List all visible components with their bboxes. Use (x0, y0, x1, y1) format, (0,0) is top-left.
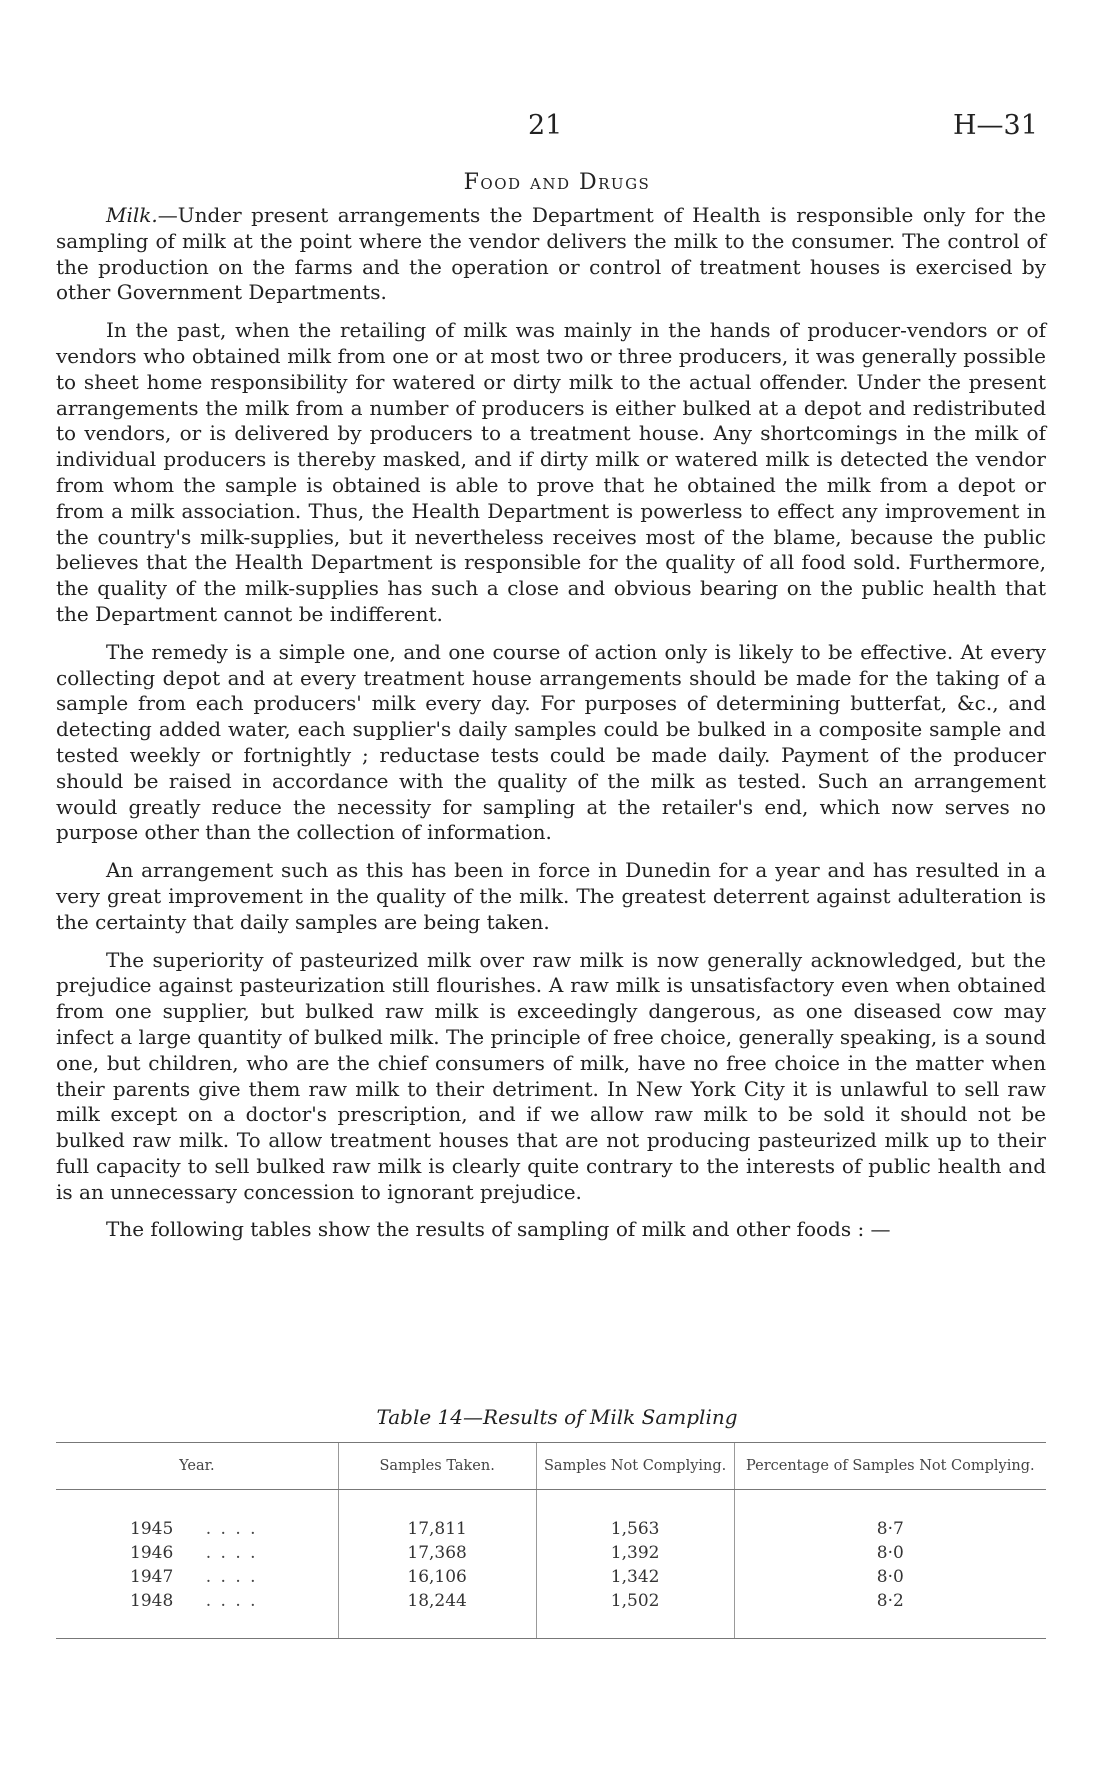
samples-taken-cell: 17,368 (338, 1541, 536, 1565)
samples-taken-cell: 16,106 (338, 1565, 536, 1589)
data-table (56, 1442, 1046, 1639)
paragraph-text: —Under present arrangements the Department of Health is responsible only for the sampling of milk at the point where the vendor delivers the milk to the consumer. The control of the production on the farms and the operation or control of treatment houses is exercised by other Government Departments. (56, 203, 1046, 305)
paragraph: The remedy is a simple one, and one course of action only is likely to be effective. At every collecting depot and at every treatment house arrangements should be made for the taking of a sample from each producers' milk every day. For purposes of determining butterfat, &c., and detecting added water, each supplier's daily samples could be bulked in a composite sample and tested weekly or fortnightly ; reductase tests could be made daily. Payment of the producer should be raised in accordance with the quality of the milk as tested. Such an arrangement would greatly reduce the necessity for sampling at the retailer's end, which now serves no purpose other than the collection of information. (56, 639, 1046, 845)
page-header (0, 110, 1114, 146)
paragraph: An arrangement such as this has been in force in Dunedin for a year and has resulted in a very great improvement in the quality of the milk. The greatest deterrent against adulteration is the certainty that daily samples are being taken. (56, 858, 1046, 934)
year-value: 1945 (130, 1519, 174, 1539)
column-header-percentage: Percentage of Samples Not Complying. (734, 1443, 1046, 1490)
leader-dots: . . . . (205, 1543, 258, 1563)
table-row (56, 1490, 1046, 1542)
not-complying-cell: 1,392 (536, 1541, 734, 1565)
year-value: 1948 (130, 1591, 174, 1611)
percentage-cell: 8·2 (734, 1589, 1046, 1639)
leader-dots: . . . . (205, 1567, 258, 1587)
table-header-row (56, 1443, 1046, 1490)
samples-taken-cell: 18,244 (338, 1589, 536, 1639)
percentage-cell: 8·7 (734, 1490, 1046, 1542)
paragraph-table-intro: The following tables show the results of sampling of milk and other foods : — (106, 1217, 891, 1242)
page-number: 21 (528, 110, 563, 141)
paragraph-lead-in: Milk. (106, 203, 158, 227)
percentage-cell: 8·0 (734, 1541, 1046, 1565)
paragraph: The superiority of pasteurized milk over raw milk is now generally acknowledged, but the prejudice against pasteurization still flourishes. A raw milk is unsatisfactory even when obtained from one supplier, but bulked raw milk is exceedingly dangerous, as one diseased cow may infect a large quantity of bulked milk. The principle of free choice, generally speaking, is a sound one, but children, who are the chief consumers of milk, have no free choice in the matter when their parents give them raw milk to their detriment. In New York City it is unlawful to sell raw milk except on a doctor's prescription, and if we allow raw milk to be sold it should not be bulked raw milk. To allow treatment houses that are not producing pasteurized milk up to their full capacity to sell bulked raw milk is clearly quite contrary to the interests of public health and is an unnecessary concession to ignorant prejudice. (56, 947, 1046, 1204)
percentage-cell: 8·0 (734, 1565, 1046, 1589)
table-title: Table 14—Results of Milk Sampling (376, 1405, 738, 1429)
table-row (56, 1589, 1046, 1639)
table-row (56, 1541, 1046, 1565)
samples-taken-cell: 17,811 (338, 1490, 536, 1542)
year-cell (56, 1565, 338, 1589)
paragraph-milk-intro (56, 203, 1046, 306)
leader-dots: . . . . (205, 1591, 258, 1611)
paragraph: In the past, when the retailing of milk was mainly in the hands of producer-vendors or of vendors who obtained milk from one or at most two or three producers, it was generally possible to sheet home responsibility for watered or dirty milk to the actual offender. Under the present arrangements the milk from a number of producers is either bulked at a depot and redistributed to vendors, or is delivered by producers to a treatment house. Any shortcomings in the milk of individual producers is thereby masked, and if dirty milk or watered milk is detected the vendor from whom the sample is obtained is able to prove that he obtained the milk from a depot or from a milk association. Thus, the Health Department is powerless to effect any improvement in the country's milk-supplies, but it nevertheless receives most of the blame, because the public believes that the Health Department is responsible for the quality of all food sold. Furthermore, the quality of the milk-supplies has such a close and obvious bearing on the public health that the Department cannot be indifferent. (56, 318, 1046, 626)
column-header-not-complying: Samples Not Complying. (536, 1443, 734, 1490)
table-row (56, 1565, 1046, 1589)
year-value: 1946 (130, 1543, 174, 1563)
not-complying-cell: 1,563 (536, 1490, 734, 1542)
milk-sampling-table (56, 1442, 1046, 1639)
leader-dots: . . . . (205, 1519, 258, 1539)
not-complying-cell: 1,342 (536, 1565, 734, 1589)
document-reference: H—31 (953, 110, 1038, 141)
column-header-samples-taken: Samples Taken. (338, 1443, 536, 1490)
section-title: Food and Drugs (463, 170, 651, 195)
not-complying-cell: 1,502 (536, 1589, 734, 1639)
year-cell (56, 1589, 338, 1639)
year-cell (56, 1541, 338, 1565)
year-value: 1947 (130, 1567, 174, 1587)
year-cell (56, 1490, 338, 1542)
column-header-year: Year. (56, 1443, 338, 1490)
body-text (56, 203, 1046, 1255)
